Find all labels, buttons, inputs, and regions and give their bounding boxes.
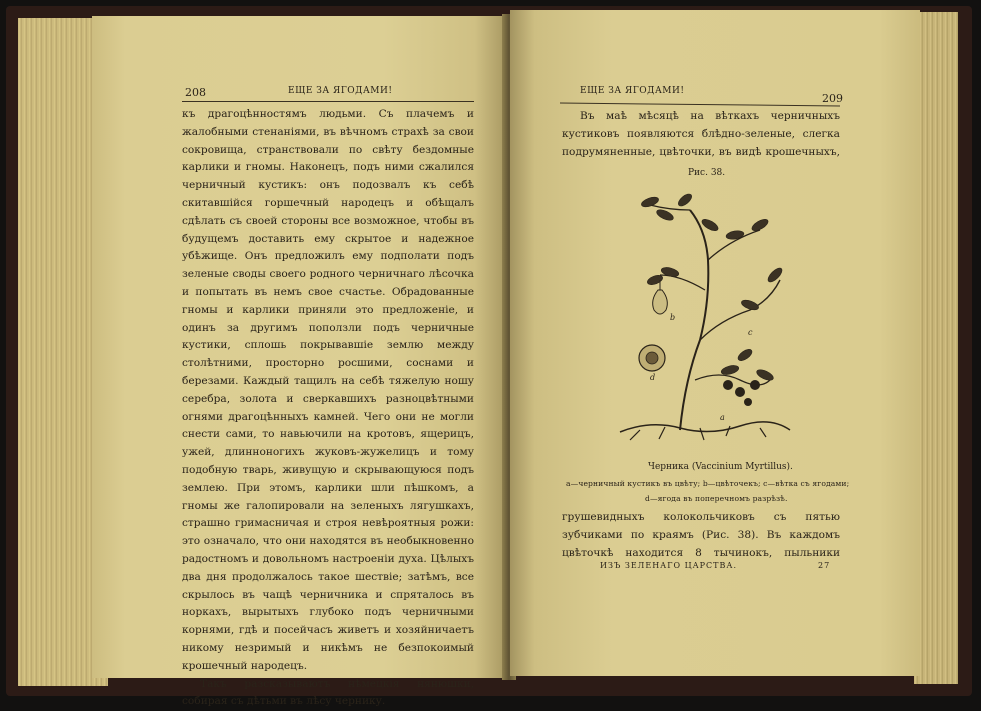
right-body-text-top <box>562 108 840 162</box>
left-running-head: ЕЩЕ ЗА ЯГОДАМИ! <box>288 86 392 96</box>
footer-signature-number: 27 <box>818 561 830 570</box>
figure-caption-title: Черника (Vaccinium Myrtillus). <box>648 462 793 472</box>
left-paragraph-2: Такъ разсказываютъ нѣмецкія нянюшки, собирая съ дѣтьми въ лѣсу чернику. <box>182 676 474 711</box>
right-page-edges <box>914 12 958 684</box>
footer-signature: ИЗЪ ЗЕЛЕНАГО ЦАРСТВА. <box>600 561 737 570</box>
figure-letter-b: b <box>670 313 675 322</box>
figure-caption-line-1: а—черничный кустикъ въ цвѣту; b—цвѣточекъ; с—вѣтка съ ягодами; <box>566 479 849 488</box>
left-body-text <box>182 106 474 711</box>
figure-label: Рис. 38. <box>688 168 725 178</box>
figure-letter-a: a <box>720 413 725 422</box>
figure-letter-d: d <box>650 373 655 382</box>
figure-letter-c: c <box>748 328 753 337</box>
left-paragraph-1: къ драгоцѣнностямъ людьми. Съ плачемъ и жалобными стенаніями, въ вѣчномъ страхѣ за свои сокровища, странствовали по свѣту бездомные карлики и гномы. Наконецъ, подъ ними сжалился черничный кустикъ: онъ подозвалъ къ себѣ скитавшійся горшечный народецъ и обѣщалъ сдѣлать съ своей стороны все возможное, чтобы въ будущемъ доставить ему скрытое и надежное убѣжище. Онъ предложилъ ему подполати подъ зеленые своды своего родного черничнаго лѣсочка и попытать въ немъ свое счастье. Обрадованные гномы и карлики приняли это предложеніе, и одинъ за другимъ поползли подъ черничные кустики, сплошь покрывавшіе землю между столѣтними, просторно росшими, соснами и березами. Каждый тащилъ на себѣ тяжелую ношу серебра, золота и сверкавшихъ разноцвѣтными огнями драгоцѣнныхъ камней. Чего они не могли снести сами, то навьючили на кротовъ, ящерицъ, ужей, длинноногихъ жуковъ-жужелицъ и тому подобную тварь, живущую и скрывающуюся подъ землею. При этомъ, карлики шли пѣшкомъ, а гномы же галопировали на зеленыхъ лягушкахъ, страшно гримасничая и строя невѣроятныя рожи: это означало, что они находятся въ необыкновенно радостномъ и довольномъ настроеніи духа. Цѣлыхъ два дня продолжалось такое шествіе; затѣмъ, все скрылось въ чащѣ черничника и спряталось въ норкахъ, вырытыхъ глубоко подъ черничными корнями, гдѣ и посейчасъ живетъ и хозяйничаетъ никому незримый и никѣмъ не безпокоимый крошечный народецъ. <box>182 106 474 676</box>
blueberry-illustration-icon <box>610 180 800 450</box>
figure-caption-line-2: d—ягода въ поперечномъ разрѣзѣ. <box>645 494 788 503</box>
right-body-text-bottom <box>562 510 840 564</box>
right-running-head: ЕЩЕ ЗА ЯГОДАМИ! <box>580 86 684 96</box>
right-paragraph-top: Въ маѣ мѣсяцѣ на вѣткахъ черничныхъ кустиковъ появляются блѣдно-зеленые, слегка подрумяненные, цвѣточки, въ видѣ крошечныхъ, <box>562 108 840 162</box>
left-header-rule <box>182 101 474 102</box>
left-page-number: 208 <box>185 86 206 99</box>
right-paragraph-continued: грушевидныхъ колокольчиковъ съ пятью зубчиками по краямъ (Рис. 38). Въ каждомъ цвѣточкѣ находится 8 тычинокъ, пыльники <box>562 510 840 564</box>
right-page-number: 209 <box>822 92 843 105</box>
